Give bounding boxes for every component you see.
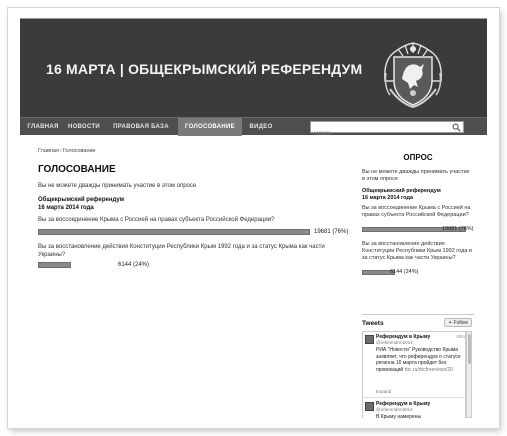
sidebar-result-row-1 (362, 226, 474, 233)
sidebar-result-row-2 (362, 269, 474, 276)
sidebar-question-1-text: Вы за воссоединение Крыма с Россией на правах субъекта Российской Федерации? (362, 205, 471, 218)
sidebar-vote-notice: Вы не можете дважды принимать участие в этом опросе (362, 169, 470, 182)
tweet-link[interactable]: rbc.ru/rbcfreenews/20 (404, 366, 453, 373)
sidebar-result-value-2: 6144 (24%) (390, 269, 419, 275)
header (20, 19, 487, 117)
breadcrumb-home-link[interactable]: Главная (38, 148, 59, 154)
nav-item-news[interactable]: НОВОСТИ (67, 124, 101, 130)
tweet-text (376, 347, 462, 373)
tweet-item (363, 399, 467, 421)
tweet-time[interactable]: 30m (456, 334, 465, 339)
result-row-1 (38, 228, 354, 236)
sidebar-poll-date: 16 марта 2014 года (362, 195, 414, 201)
tweet-body: РИА "Новости" Руководство Крыма заявляет, что референдум о статусе региона 16 марта пройдет без провокаций (376, 347, 461, 373)
tweet-text: В Крыму намерены (376, 414, 422, 420)
crimea-emblem-icon (380, 37, 446, 111)
tweet-handle[interactable]: @referendrm2014 (376, 340, 413, 345)
sidebar-poll-heading (362, 188, 441, 202)
nav-item-voting[interactable]: ГОЛОСОВАНИЕ (178, 118, 242, 136)
breadcrumb (38, 148, 96, 154)
nav-item-home[interactable]: ГЛАВНАЯ (27, 124, 59, 130)
question-1-text: Вы за воссоединение Крыма с Россией на правах субъекта Российской Федерации? (38, 217, 275, 223)
search-icon[interactable] (452, 123, 461, 132)
sidebar-poll-title: ОПРОС (403, 153, 433, 162)
tweets-timeline[interactable] (362, 331, 466, 418)
tweets-heading: Tweets (362, 320, 384, 327)
scrollbar-thumb[interactable] (468, 334, 471, 364)
sidebar-poll-name: Общекрымский референдум (362, 188, 441, 194)
result-row-2 (38, 261, 354, 269)
poll-heading (38, 196, 124, 212)
tweet-handle[interactable]: @referendrm2014 (376, 407, 413, 412)
avatar[interactable] (365, 335, 374, 344)
sidebar (362, 136, 474, 420)
sidebar-result-value-1: 19681 (76%) (442, 226, 474, 232)
avatar[interactable] (365, 402, 374, 411)
nav-item-legal-base[interactable]: ПРАВОВАЯ БАЗА (113, 124, 169, 130)
breadcrumb-separator: › (59, 148, 62, 154)
follow-button[interactable] (444, 318, 472, 327)
sidebar-question-2-text: Вы за восстановление действия Конституции Республики Крым 1992 года и за статус Крыма как части Украины? (362, 241, 472, 261)
question-2-text: Вы за восстановление действия Конституции Республики Крым 1992 года и за статус Крыма как части Украины? (38, 244, 325, 258)
result-value-1: 19681 (76%) (314, 229, 349, 235)
tweet-author[interactable]: Референдум в Крыму (376, 334, 431, 340)
tweet-expand-link[interactable]: Expand (376, 389, 392, 394)
result-value-2: 6144 (24%) (118, 262, 150, 268)
tweets-scrollbar[interactable] (466, 331, 472, 418)
page-title: ГОЛОСОВАНИЕ (38, 164, 116, 175)
content-area (20, 136, 487, 420)
page (20, 18, 487, 420)
tweet-item (363, 332, 467, 398)
poll-name: Общекрымский референдум (38, 197, 125, 203)
search-box (310, 121, 464, 133)
nav-item-video[interactable]: ВИДЕО (249, 124, 273, 130)
tweet-author[interactable]: Референдум в Крыму (376, 401, 431, 407)
main-nav (20, 117, 487, 135)
twitter-bird-icon: ✦ (447, 320, 453, 326)
poll-date: 16 марта 2014 года (38, 205, 94, 211)
breadcrumb-current: Голосование (62, 148, 96, 154)
vote-notice: Вы не можете дважды принимать участие в этом опросе (38, 183, 197, 189)
site-title: 16 МАРТА | ОБЩЕКРЫМСКИЙ РЕФЕРЕНДУМ (46, 61, 363, 77)
follow-button-label: Follow (453, 320, 468, 326)
tweets-widget (362, 314, 474, 420)
result-bar-2 (38, 262, 71, 268)
result-bar-1 (38, 229, 310, 235)
